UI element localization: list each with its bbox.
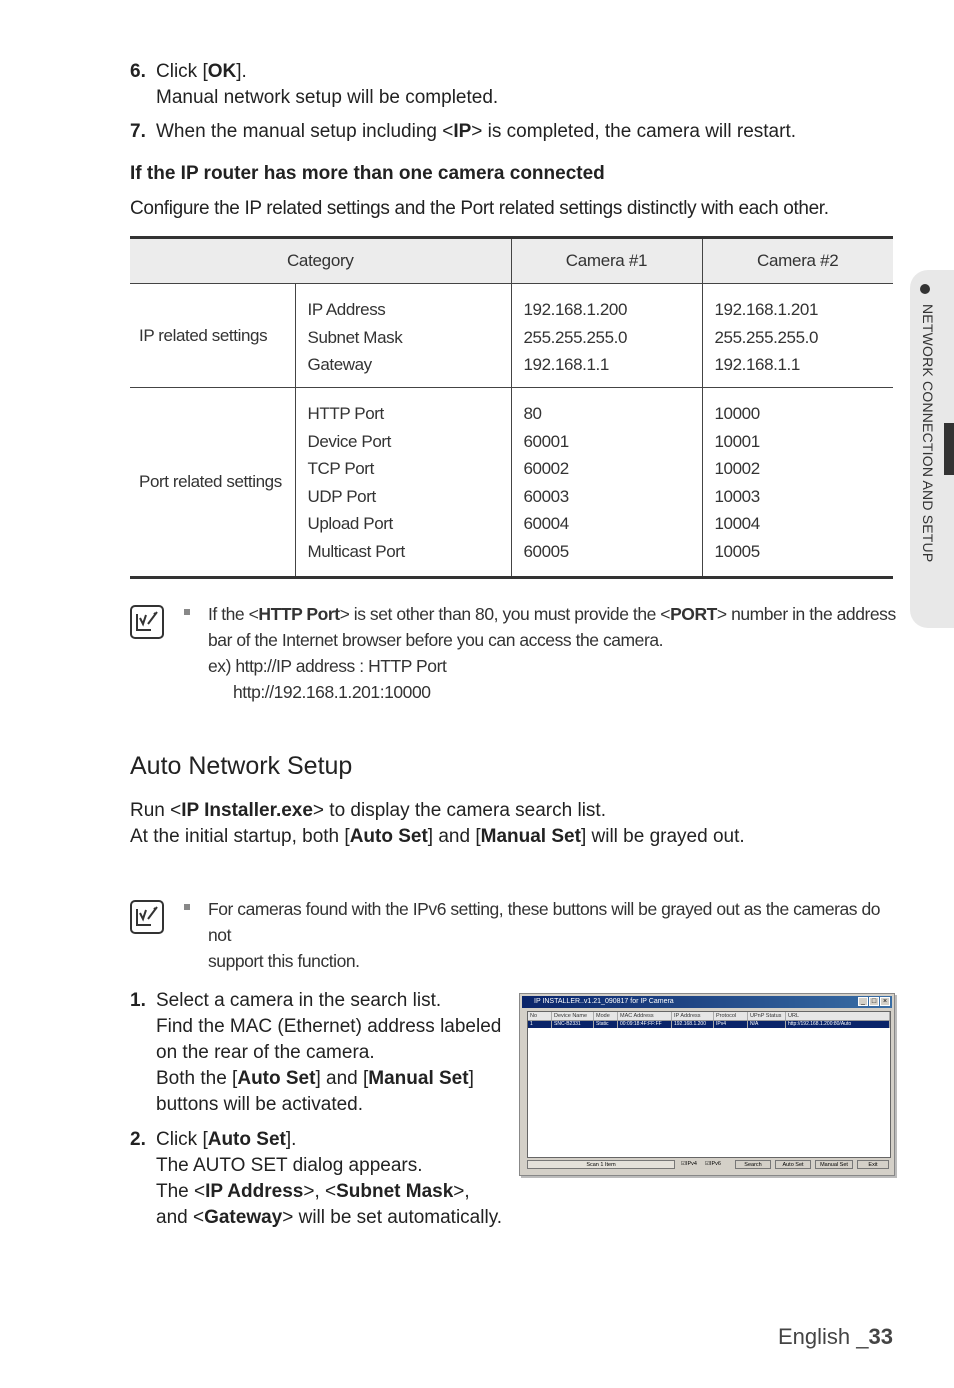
table-cell: 00:09:18:4F:FF:FF	[618, 1021, 672, 1028]
table-header-row	[130, 238, 893, 284]
ipv6-label: IPv6	[709, 1161, 721, 1167]
ip-items	[295, 284, 511, 388]
note-text: support this function.	[208, 951, 360, 971]
settings-table	[130, 236, 893, 579]
minimize-icon[interactable]: _	[858, 997, 868, 1006]
column-header[interactable]: Protocol	[714, 1012, 748, 1020]
header-camera1: Camera #1	[511, 238, 702, 284]
step-text: > will be set automatically.	[282, 1207, 503, 1228]
step-text: and <	[156, 1207, 205, 1228]
note-text: If the <	[208, 604, 259, 624]
camera-list[interactable]	[527, 1011, 891, 1158]
note-icon	[130, 900, 164, 934]
note-icon	[130, 605, 164, 639]
step-text: Find the MAC (Ethernet) address labeled	[156, 1016, 502, 1037]
step-text: >, <	[303, 1181, 337, 1202]
manual-set-button[interactable]: Manual Set	[815, 1160, 853, 1169]
table-cell: 192.168.1.200	[523, 300, 628, 319]
step-bold: IP Address	[205, 1181, 304, 1202]
column-header[interactable]: UPnP Status	[748, 1012, 786, 1020]
intro-bold: Manual Set	[480, 826, 581, 847]
ipv4-label: IPv4	[685, 1161, 697, 1167]
step-number: 2.	[130, 1129, 146, 1150]
step-text: Select a camera in the search list.	[156, 990, 442, 1011]
ipv6-checkbox[interactable]: ☑IPv6	[705, 1161, 721, 1167]
table-cell: http://192.168.1.200:80/Auto	[786, 1021, 890, 1028]
step-text: > is completed, the camera will restart.	[471, 121, 797, 142]
table-cell: 10004	[714, 514, 760, 533]
table-cell: Upload Port	[307, 514, 393, 533]
bullet-icon	[184, 609, 190, 615]
step-text: ]	[468, 1068, 474, 1089]
intro-bold: Auto Set	[349, 826, 428, 847]
port-camera2	[702, 388, 893, 578]
table-cell: 255.255.255.0	[523, 327, 628, 347]
table-cell: IPv4	[714, 1021, 748, 1028]
table-cell: 192.168.1.1	[523, 355, 609, 374]
ipv4-checkbox[interactable]: ☑IPv4	[681, 1161, 697, 1167]
table-cell: IP Address	[307, 300, 386, 319]
exit-button[interactable]: Exit	[857, 1160, 889, 1169]
column-header[interactable]: URL	[786, 1012, 890, 1020]
search-button[interactable]: Search	[735, 1160, 771, 1169]
step-text: on the rear of the camera.	[156, 1042, 375, 1063]
column-header[interactable]: No	[528, 1012, 552, 1020]
step-number: 1.	[130, 990, 146, 1011]
ip-camera2	[702, 284, 893, 388]
step-1	[130, 988, 510, 1120]
table-cell: 192.168.1.1	[714, 355, 800, 374]
column-header[interactable]: Device Name	[552, 1012, 594, 1020]
maximize-icon[interactable]: □	[869, 997, 879, 1006]
page-footer	[778, 1324, 893, 1350]
step-bold: Subnet Mask	[336, 1181, 454, 1202]
note-bold: HTTP Port	[258, 604, 340, 624]
step-text: Click [	[156, 61, 208, 82]
table-cell: Multicast Port	[307, 541, 405, 561]
table-cell: HTTP Port	[307, 404, 384, 423]
step-text: The <	[156, 1181, 206, 1202]
section-title: Auto Network Setup	[130, 752, 353, 780]
step-number: 6.	[130, 61, 146, 82]
table-cell: Subnet Mask	[307, 327, 403, 347]
step-text: >,	[453, 1181, 470, 1202]
step-text: ].	[236, 61, 247, 82]
table-cell: Gateway	[307, 355, 372, 374]
note-text: http://192.168.1.201:10000	[233, 682, 431, 702]
bullet-dot-icon	[920, 284, 930, 294]
step-text: buttons will be activated.	[156, 1094, 364, 1115]
ip-installer-screenshot	[519, 993, 895, 1176]
table-row	[130, 284, 893, 388]
table-cell: TCP Port	[307, 459, 374, 478]
table-cell: 1	[528, 1021, 552, 1028]
intro-text-part: > to display the camera search list.	[312, 800, 606, 821]
camera-list-header	[528, 1012, 890, 1021]
step-2	[130, 1127, 530, 1233]
step-text: Both the [	[156, 1068, 238, 1089]
camera-row[interactable]	[528, 1021, 890, 1028]
chapter-marker	[944, 423, 954, 475]
port-items	[295, 388, 511, 578]
intro-text	[130, 798, 850, 850]
note-bold: PORT	[670, 604, 717, 624]
table-cell: 10000	[714, 404, 760, 423]
intro-text-part: Run <	[130, 800, 182, 821]
table-cell: UDP Port	[307, 486, 376, 506]
step-text: Manual network setup will be completed.	[156, 87, 499, 108]
table-cell: 10002	[714, 459, 760, 478]
chapter-title: NETWORK CONNECTION AND SETUP	[920, 304, 936, 563]
step-7	[130, 119, 850, 147]
note-text: ex) http://IP address : HTTP Port	[208, 656, 447, 676]
table-cell: 80	[523, 404, 542, 423]
chapter-side-tab	[910, 270, 954, 628]
step-text: ] and [	[315, 1068, 369, 1089]
ip-camera1	[511, 284, 702, 388]
step-bold: OK	[207, 61, 237, 82]
table-cell: 60003	[523, 486, 569, 506]
table-cell: 10001	[714, 431, 760, 451]
intro-bold: IP Installer.exe	[181, 800, 313, 821]
category-port: Port related settings	[130, 388, 295, 578]
step-text: When the manual setup including <	[156, 121, 454, 142]
header-camera2: Camera #2	[702, 238, 893, 284]
router-text: Configure the IP related settings and the Port related settings distinctly with each other.	[130, 198, 829, 219]
step-bold: IP	[453, 121, 472, 142]
step-text: ].	[285, 1129, 297, 1150]
intro-text-part: At the initial startup, both [	[130, 826, 350, 847]
close-icon[interactable]: ×	[880, 997, 890, 1006]
page-number: 33	[868, 1324, 893, 1349]
table-cell: 60004	[523, 514, 569, 533]
table-cell: 10003	[714, 486, 760, 506]
bullet-icon	[184, 904, 190, 910]
table-cell: 60002	[523, 459, 569, 478]
table-cell: 60005	[523, 541, 569, 561]
step-number: 7.	[130, 121, 146, 142]
table-cell: 60001	[523, 431, 569, 451]
category-ip: IP related settings	[130, 284, 295, 388]
router-heading: If the IP router has more than one camera connected	[130, 163, 605, 184]
step-6	[130, 59, 830, 113]
table-cell: SNC-B2331	[552, 1021, 594, 1028]
header-category: Category	[130, 238, 511, 284]
table-cell: 10005	[714, 541, 760, 561]
auto-set-button[interactable]: Auto Set	[775, 1160, 811, 1169]
table-cell: 192.168.1.200	[672, 1021, 714, 1028]
window-titlebar	[522, 996, 892, 1008]
port-camera1	[511, 388, 702, 578]
intro-text-part: ] and [	[427, 826, 481, 847]
step-text: Click [	[156, 1129, 208, 1150]
note-2	[208, 896, 898, 974]
status-bar: Scan 1 Item	[527, 1160, 675, 1169]
step-bold: Auto Set	[237, 1068, 316, 1089]
column-header[interactable]: IP Address	[672, 1012, 714, 1020]
window-title: IP INSTALLER..v1.21_090817 for IP Camera	[534, 998, 674, 1005]
table-row	[130, 388, 893, 578]
intro-text-part: ] will be grayed out.	[580, 826, 745, 847]
table-cell: Static	[594, 1021, 618, 1028]
step-bold: Manual Set	[368, 1068, 469, 1089]
column-header[interactable]: MAC Address	[618, 1012, 672, 1020]
note-text: For cameras found with the IPv6 setting, these buttons will be grayed out as the cameras do not	[208, 899, 881, 945]
table-cell: Device Port	[307, 431, 391, 451]
footer-language: English _	[778, 1324, 869, 1349]
note-text: bar of the Internet browser before you can access the camera.	[208, 630, 664, 650]
table-cell: 255.255.255.0	[714, 327, 819, 347]
note-text: > number in the address	[716, 604, 896, 624]
step-bold: Gateway	[204, 1207, 283, 1228]
table-cell: 192.168.1.201	[714, 300, 819, 319]
step-text: The AUTO SET dialog appears.	[156, 1155, 423, 1176]
column-header[interactable]: Mode	[594, 1012, 618, 1020]
table-cell: N/A	[748, 1021, 786, 1028]
note-1	[208, 601, 898, 705]
note-text: > is set other than 80, you must provide the <	[339, 604, 671, 624]
step-bold: Auto Set	[207, 1129, 286, 1150]
window-bottom-bar	[527, 1160, 889, 1170]
